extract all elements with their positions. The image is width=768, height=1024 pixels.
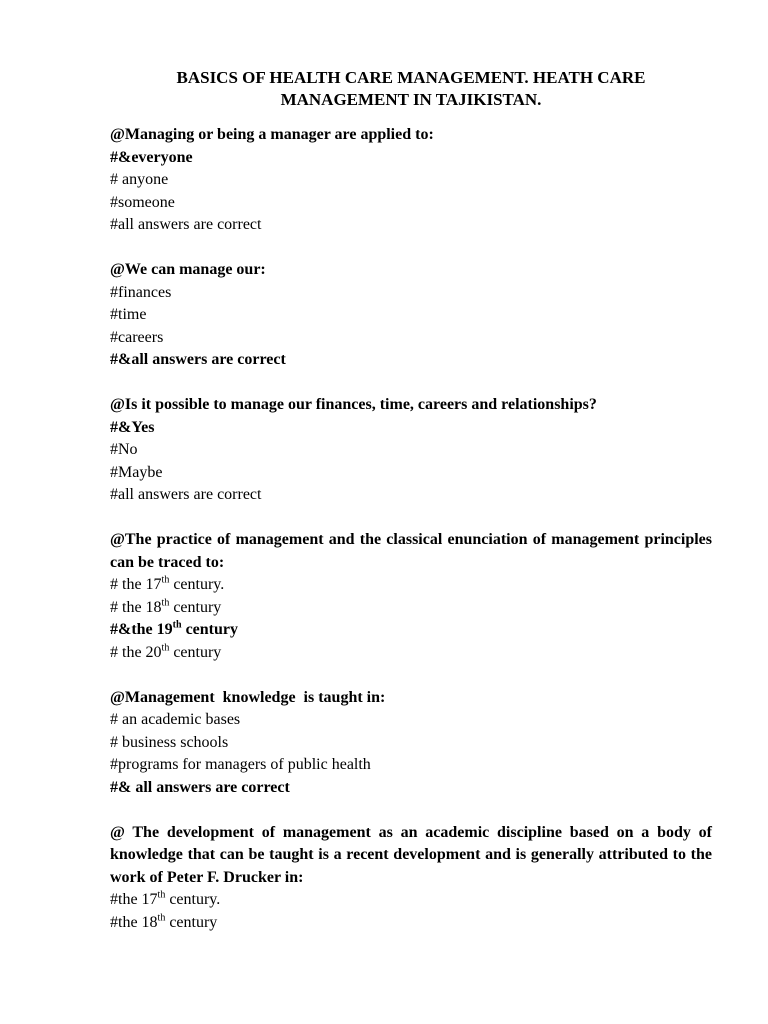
option-prefix: #the 18 <box>110 913 158 931</box>
option-prefix: #&the 19 <box>110 621 173 638</box>
answer-option-correct: #&all answers are correct <box>110 351 286 368</box>
answer-option <box>110 642 712 665</box>
answer-option-correct: #& all answers are correct <box>110 778 290 796</box>
question-text: @We can manage our: <box>110 261 266 278</box>
option-prefix: # the 18 <box>110 598 162 616</box>
answer-option: #someone <box>110 193 175 211</box>
answer-option: #time <box>110 306 147 323</box>
answer-option: #all answers are correct <box>110 486 262 503</box>
answer-option: #finances <box>110 283 172 301</box>
option-suffix: century. <box>169 576 225 593</box>
question-6 <box>110 822 712 935</box>
answer-option: #Maybe <box>110 463 163 481</box>
option-suffix: century <box>181 621 238 638</box>
title-line-1: BASICS OF HEALTH CARE MANAGEMENT. HEATH CARE <box>176 68 646 87</box>
answer-option <box>110 597 712 620</box>
answer-option: # business schools <box>110 733 229 751</box>
question-5 <box>110 687 712 800</box>
answer-option: #careers <box>110 328 164 346</box>
answer-option: #programs for managers of public health <box>110 756 371 773</box>
answer-option: #No <box>110 441 138 458</box>
option-suffix: century. <box>165 891 221 908</box>
ordinal-suffix: th <box>157 912 166 924</box>
answer-option <box>110 889 712 912</box>
option-suffix: century <box>169 643 222 661</box>
answer-option-correct <box>110 619 712 642</box>
answer-option <box>110 912 712 935</box>
option-suffix: century <box>165 913 218 931</box>
answer-option: #all answers are correct <box>110 216 262 233</box>
document-title <box>110 67 712 111</box>
option-prefix: # the 17 <box>110 576 162 593</box>
question-text: @Managing or being a manager are applied to: <box>110 126 434 143</box>
question-text: @Management knowledge is taught in: <box>110 688 386 706</box>
ordinal-suffix: th <box>161 574 170 586</box>
answer-option-correct: #&Yes <box>110 418 155 436</box>
answer-option-correct: #&everyone <box>110 148 193 166</box>
question-text: @ The development of management as an academic discipline based on a body of knowledge that can be taught is a recent development and is generally attributed to the work of Peter F. Drucker in: <box>110 823 712 886</box>
answer-option: # an academic bases <box>110 711 241 728</box>
ordinal-suffix: th <box>157 889 166 901</box>
title-line-2: MANAGEMENT IN TAJIKISTAN. <box>280 90 542 109</box>
option-suffix: century <box>169 598 222 616</box>
ordinal-suffix: th <box>161 642 170 654</box>
question-4 <box>110 529 712 664</box>
option-prefix: #the 17 <box>110 891 158 908</box>
ordinal-suffix: th <box>161 597 170 609</box>
question-1 <box>110 124 712 237</box>
question-text: @Is it possible to manage our finances, time, careers and relationships? <box>110 396 597 413</box>
answer-option: # anyone <box>110 171 169 188</box>
option-prefix: # the 20 <box>110 643 162 661</box>
answer-option <box>110 574 712 597</box>
question-3 <box>110 394 712 507</box>
question-text: @The practice of management and the classical enunciation of management principles can be traced to: <box>110 531 712 571</box>
question-2 <box>110 259 712 372</box>
ordinal-suffix: th <box>172 619 182 631</box>
